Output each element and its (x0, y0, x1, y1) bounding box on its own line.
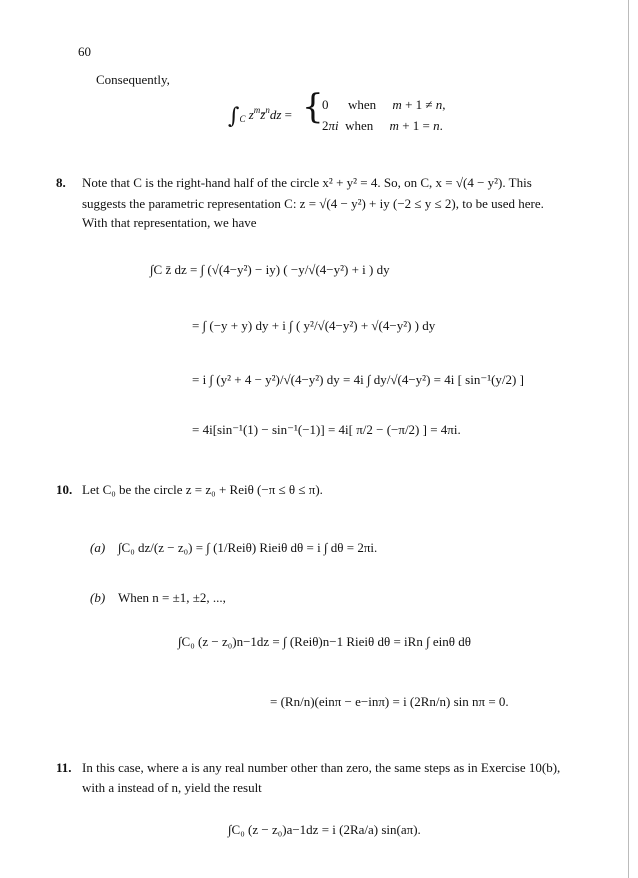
part-a-equation: ∫C₀ dz/(z − z₀) = ∫ (1/Reiθ) Rieiθ dθ = i ∫ dθ = 2πi. (118, 540, 378, 555)
part-a-label: (a) (90, 540, 106, 555)
page-number: 60 (78, 44, 91, 59)
page-edge-line (628, 0, 629, 878)
exercise-8-label: 8. (56, 175, 66, 190)
exercise-11-equation: ∫C₀ (z − z₀)a−1dz = i (2Ra/a) sin(aπ). (228, 822, 421, 837)
exercise-10-intro: Let C₀ be the circle z = z₀ + Reiθ (−π ≤ θ ≤ π). (82, 482, 323, 497)
exercise-8-line2: suggests the parametric representation C: z = √(4 − y²) + iy (−2 ≤ y ≤ 2), to be used here. (82, 196, 544, 211)
ex8-eq1: ∫C z̄ dz = ∫ (√(4−y²) − iy) ( −y/√(4−y²) + i ) dy (150, 262, 390, 277)
exercise-10-label: 10. (56, 482, 73, 497)
part-b-equation-1: ∫C₀ (z − z₀)n−1dz = ∫ (Reiθ)n−1 Rieiθ dθ = iRn ∫ einθ dθ (178, 634, 471, 649)
ex8-eq3: = i ∫ (y² + 4 − y²)/√(4−y²) dy = 4i ∫ dy/√(4−y²) = 4i [ sin⁻¹(y/2) ] (192, 372, 524, 387)
exercise-8-line1: Note that C is the right-hand half of the circle x² + y² = 4. So, on C, x = √(4 − y²). This (82, 175, 532, 190)
part-b-intro: When n = ±1, ±2, ..., (118, 590, 226, 605)
part-b-label: (b) (90, 590, 106, 605)
ex8-eq2: = ∫ (−y + y) dy + i ∫ ( y²/√(4−y²) + √(4−y²) ) dy (192, 318, 436, 333)
exercise-8-line3: With that representation, we have (82, 215, 257, 230)
exercise-11-line2: with a instead of n, yield the result (82, 780, 262, 795)
exercise-11-line1: In this case, where a is any real number other than zero, the same steps as in Exercise 10(b), (82, 760, 561, 775)
exercise-11-label: 11. (56, 760, 72, 775)
part-b-equation-2: = (Rn/n)(einπ − e−inπ) = i (2Rn/n) sin nπ = 0. (270, 694, 509, 709)
ex8-eq4: = 4i[sin⁻¹(1) − sin⁻¹(−1)] = 4i[ π/2 − (−π/2) ] = 4πi. (192, 422, 461, 437)
consequently-text: Consequently, (96, 72, 170, 87)
